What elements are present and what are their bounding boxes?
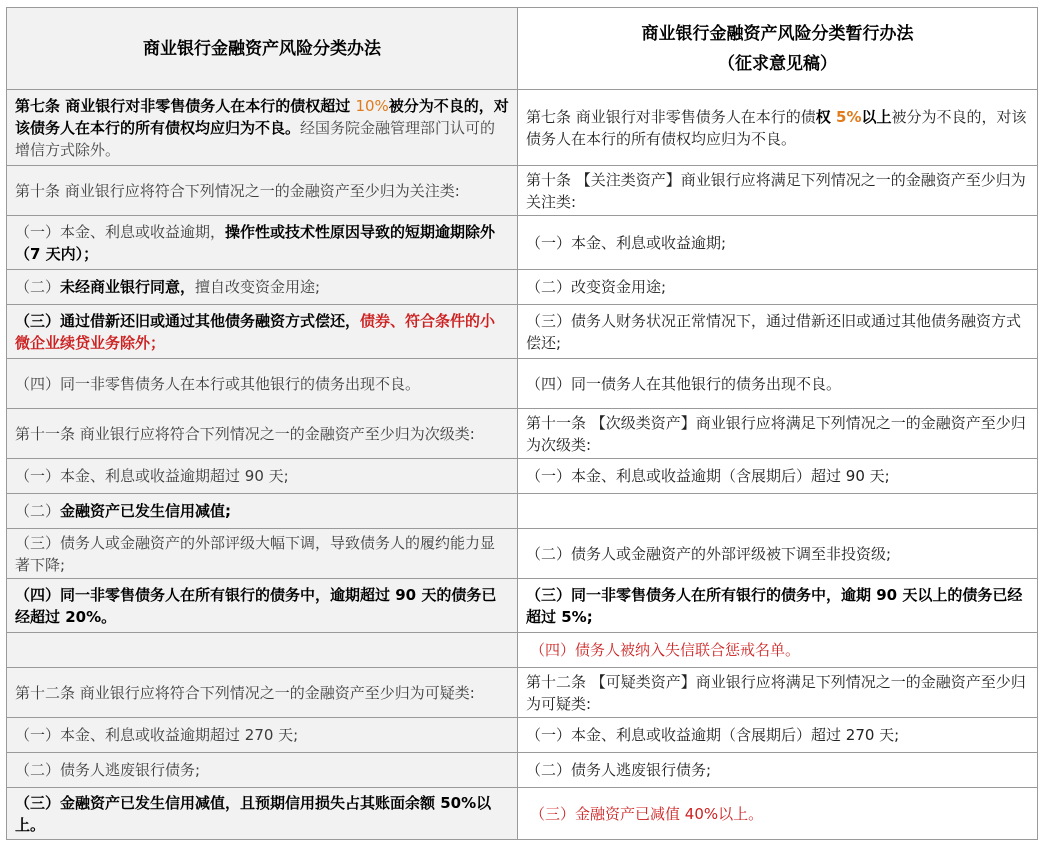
left-cell [7, 90, 518, 166]
table-row [7, 753, 1038, 788]
right-cell [518, 633, 1038, 668]
cell-text: （一）本金、利息或收益逾期， [15, 222, 226, 241]
left-cell [7, 359, 518, 409]
table-row [7, 90, 1038, 166]
left-cell [7, 409, 518, 459]
cell-text: （三）通过借新还旧或通过其他债务融资方式偿还， [15, 311, 361, 330]
cell-text: 第十二条 【可疑类资产】商业银行应将满足下列情况之一的金融资产至少归为可疑类: [526, 672, 1026, 713]
right-cell [518, 668, 1038, 718]
table-row [7, 166, 1038, 216]
table-row [7, 305, 1038, 359]
table-row [7, 216, 1038, 270]
table-row [7, 668, 1038, 718]
header-row [7, 8, 1038, 90]
left-cell [7, 788, 518, 840]
right-title: 商业银行金融资产风险分类暂行办法 [641, 23, 914, 44]
right-cell [518, 166, 1038, 216]
cell-text: 第十条 商业银行应将符合下列情况之一的金融资产至少归为关注类: [15, 181, 460, 200]
cell-text: 经国务院金融管理部门认可的增信方式除外。 [15, 118, 496, 159]
right-cell [518, 529, 1038, 579]
right-cell [518, 753, 1038, 788]
cell-text: （四）债务人被纳入失信联合惩戒名单。 [530, 641, 801, 659]
left-cell [7, 529, 518, 579]
cell-text: （三）债务人或金融资产的外部评级大幅下调，导致债务人的履约能力显著下降; [15, 533, 496, 574]
table-row [7, 359, 1038, 409]
right-cell [518, 788, 1038, 840]
cell-text: （四）同一债务人在其他银行的债务出现不良。 [526, 374, 842, 393]
left-cell [7, 753, 518, 788]
right-cell [518, 216, 1038, 270]
left-cell [7, 668, 518, 718]
cell-text: 第七条 商业银行对非零售债务人在本行的债权超过 [15, 96, 356, 115]
left-cell [7, 579, 518, 633]
right-cell [518, 359, 1038, 409]
left-cell [7, 718, 518, 753]
right-cell [518, 718, 1038, 753]
cell-text: 擅自改变资金用途; [195, 278, 321, 296]
cell-text: （二）债务人或金融资产的外部评级被下调至非投资级; [526, 544, 892, 563]
cell-text: （三）金融资产已减值 40%以上。 [530, 804, 764, 823]
left-cell [7, 166, 518, 216]
left-cell [7, 633, 518, 668]
right-cell [518, 494, 1038, 529]
right-cell [518, 270, 1038, 305]
table-row [7, 270, 1038, 305]
cell-text: 操作性或技术性原因导致的短期逾期除外（7 天内）； [15, 222, 496, 263]
cell-text: 未经商业银行同意， [60, 278, 196, 296]
left-column-title [7, 8, 518, 90]
right-column-title [518, 8, 1038, 90]
cell-text: （一）本金、利息或收益逾期超过 90 天; [15, 467, 289, 485]
cell-text: 金融资产已发生信用减值; [60, 502, 232, 520]
right-cell [518, 409, 1038, 459]
left-title: 商业银行金融资产风险分类办法 [143, 38, 381, 59]
cell-text: 权 [815, 107, 837, 126]
right-cell [518, 459, 1038, 494]
left-cell [7, 305, 518, 359]
cell-text: （二） [15, 278, 61, 296]
cell-text: 第十条 【关注类资产】商业银行应将满足下列情况之一的金融资产至少归为关注类: [526, 170, 1026, 211]
cell-text: （二） [15, 502, 61, 520]
left-cell [7, 216, 518, 270]
cell-text: （一）本金、利息或收益逾期超过 270 天; [15, 726, 299, 744]
left-cell [7, 270, 518, 305]
left-cell [7, 459, 518, 494]
cell-text: （一）本金、利息或收益逾期（含展期后）超过 270 天; [526, 726, 900, 744]
table-row [7, 718, 1038, 753]
cell-text: （二）改变资金用途; [526, 278, 667, 296]
cell-text: 被分为不良的，对该债务人在本行的所有债权均应归为不良。 [15, 96, 509, 137]
left-cell [7, 494, 518, 529]
cell-text: （二）债务人逃废银行债务; [526, 761, 712, 779]
cell-text: （四）同一非零售债务人在所有银行的债务中，逾期超过 90 天的债务已经超过 20%。 [15, 585, 497, 626]
cell-text: 第七条 商业银行对非零售债务人在本行的债 [526, 107, 816, 126]
right-cell [518, 90, 1038, 166]
cell-text: （一）本金、利息或收益逾期; [526, 233, 727, 252]
right-cell [518, 579, 1038, 633]
table-row [7, 579, 1038, 633]
cell-text: （一）本金、利息或收益逾期（含展期后）超过 90 天; [526, 467, 890, 485]
table-row [7, 459, 1038, 494]
cell-text: 第十二条 商业银行应将符合下列情况之一的金融资产至少归为可疑类: [15, 683, 475, 702]
cell-text: （三）金融资产已发生信用减值，且预期信用损失占其账面余额 50%以上。 [15, 793, 492, 834]
threshold-percent: 10% [355, 96, 389, 115]
cell-text: 被分为不良的，对该债务人在本行的所有债权均应归为不良。 [526, 107, 1027, 148]
cell-text: 债券、符合条件的小微企业续贷业务除外； [15, 311, 496, 352]
cell-text: 第十一条 【次级类资产】商业银行应将满足下列情况之一的金融资产至少归为次级类: [526, 413, 1026, 454]
table-row [7, 494, 1038, 529]
cell-text: （三）同一非零售债务人在所有银行的债务中，逾期 90 天以上的债务已经超过 5%; [526, 585, 1023, 626]
cell-text: 以上 [861, 107, 892, 126]
threshold-percent: 5% [836, 107, 862, 126]
table-row [7, 633, 1038, 668]
cell-text: （四）同一非零售债务人在本行或其他银行的债务出现不良。 [15, 374, 421, 393]
table-row [7, 788, 1038, 840]
right-subtitle: （征求意见稿） [718, 53, 837, 74]
cell-text: 第十一条 商业银行应将符合下列情况之一的金融资产至少归为次级类: [15, 424, 475, 443]
right-cell [518, 305, 1038, 359]
table-row [7, 529, 1038, 579]
cell-text: （二）债务人逃废银行债务; [15, 761, 201, 779]
comparison-table [6, 7, 1038, 840]
table-row [7, 409, 1038, 459]
cell-text: （三）债务人财务状况正常情况下，通过借新还旧或通过其他债务融资方式偿还; [526, 311, 1022, 352]
